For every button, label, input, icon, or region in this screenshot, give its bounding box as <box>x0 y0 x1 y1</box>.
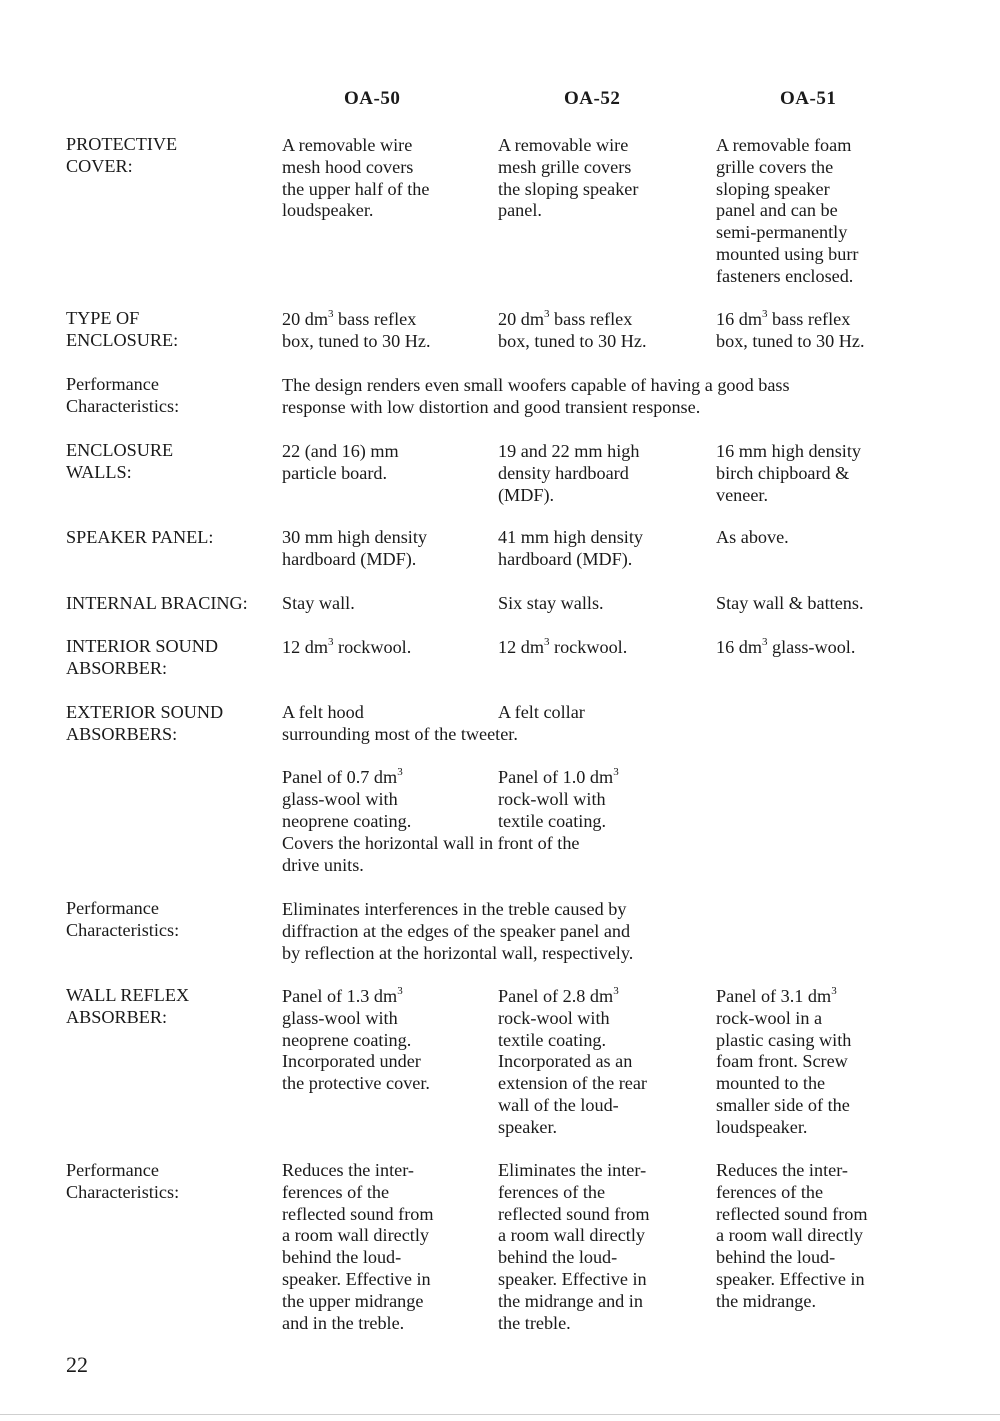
cell-enclosure-type-oa51 <box>716 309 865 353</box>
volume-value: 20 dm <box>282 309 328 329</box>
cell-wall-reflex-oa50 <box>282 986 430 1095</box>
cell-enclosure-walls-oa51: 16 mm high density birch chipboard & veneer. <box>716 441 861 505</box>
cell-exterior-panel-oa50 <box>282 767 411 832</box>
superscript: 3 <box>613 984 619 997</box>
panel-description: rock-woll with textile coating. <box>498 788 607 831</box>
column-header-oa50: OA-50 <box>344 88 401 109</box>
enclosure-description: bass reflex box, tuned to 30 Hz. <box>716 309 865 351</box>
row-label-enclosure-walls: ENCLOSURE WALLS: <box>66 440 174 482</box>
row-label-protective-cover: PROTECTIVE COVER: <box>66 134 178 176</box>
row-label-wall-reflex: WALL REFLEX ABSORBER: <box>66 985 190 1027</box>
cell-wall-reflex-performance-oa51: Reduces the inter- ferences of the reflected sound from a room wall directly behind the loud- speaker. Effective in the midrange. <box>716 1160 868 1311</box>
cell-enclosure-walls-oa50: 22 (and 16) mm particle board. <box>282 441 399 483</box>
cell-interior-absorber-oa50 <box>282 637 411 659</box>
volume-value: Panel of 1.3 dm <box>282 986 398 1006</box>
enclosure-description: bass reflex box, tuned to 30 Hz. <box>498 309 647 351</box>
row-label-speaker-panel: SPEAKER PANEL: <box>66 527 214 547</box>
row-label-enclosure-type: TYPE OF ENCLOSURE: <box>66 308 179 350</box>
volume-value: 16 dm <box>716 309 762 329</box>
cell-enclosure-performance: The design renders even small woofers capable of having a good bass response with low distortion and good transient response. <box>282 375 790 417</box>
cell-enclosure-type-oa52 <box>498 309 647 353</box>
cell-protective-cover-oa52: A removable wire mesh grille covers the sloping speaker panel. <box>498 135 639 221</box>
volume-value: 20 dm <box>498 309 544 329</box>
volume-value: Panel of 2.8 dm <box>498 986 614 1006</box>
column-header-oa52: OA-52 <box>564 88 621 109</box>
superscript: 3 <box>327 635 334 648</box>
cell-internal-bracing-oa51: Stay wall & battens. <box>716 593 864 613</box>
cell-exterior-performance: Eliminates interferences in the treble caused by diffraction at the edges of the speaker panel and by reflection at the horizontal wall, respectively. <box>282 899 634 963</box>
row-label-wall-reflex-performance: Performance Characteristics: <box>66 1160 180 1202</box>
superscript: 3 <box>831 984 837 997</box>
cell-wall-reflex-performance-oa52: Eliminates the inter- ferences of the reflected sound from a room wall directly behind the loud- speaker. Effective in the midrange and in the treble. <box>498 1160 650 1333</box>
volume-value: Panel of 1.0 dm <box>498 767 614 787</box>
superscript: 3 <box>761 635 768 648</box>
row-label-exterior-performance: Performance Characteristics: <box>66 898 180 940</box>
cell-wall-reflex-oa51 <box>716 986 851 1139</box>
column-header-oa51: OA-51 <box>780 88 837 109</box>
volume-value: 16 dm <box>716 637 762 657</box>
cell-speaker-panel-oa51: As above. <box>716 527 789 547</box>
cell-interior-absorber-oa51 <box>716 637 855 659</box>
superscript: 3 <box>543 307 550 320</box>
panel-description: glass-wool with neoprene coating. <box>282 788 412 831</box>
cell-enclosure-walls-oa52: 19 and 22 mm high density hardboard (MDF). <box>498 441 640 505</box>
superscript: 3 <box>397 765 403 778</box>
panel-description: glass-wool with neoprene coating. Incorporated under the protective cover. <box>282 1007 430 1094</box>
volume-value: 12 dm <box>282 637 328 657</box>
page-number: 22 <box>66 1352 88 1377</box>
superscript: 3 <box>397 984 403 997</box>
cell-wall-reflex-oa52 <box>498 986 647 1139</box>
cell-enclosure-type-oa50 <box>282 309 431 353</box>
enclosure-description: bass reflex box, tuned to 30 Hz. <box>282 309 431 351</box>
cell-protective-cover-oa51: A removable foam grille covers the sloping speaker panel and can be semi-permanently mounted using burr fasteners enclosed. <box>716 135 859 286</box>
row-label-internal-bracing: INTERNAL BRACING: <box>66 593 248 613</box>
cell-exterior-tweeter-text: surrounding most of the tweeter. <box>282 724 518 744</box>
cell-speaker-panel-oa52: 41 mm high density hardboard (MDF). <box>498 527 643 569</box>
volume-value: Panel of 0.7 dm <box>282 767 398 787</box>
cell-internal-bracing-oa52: Six stay walls. <box>498 593 604 613</box>
superscript: 3 <box>613 765 619 778</box>
material: rockwool. <box>549 637 628 657</box>
material: rockwool. <box>333 637 412 657</box>
superscript: 3 <box>761 307 768 320</box>
cell-interior-absorber-oa52 <box>498 637 627 659</box>
row-label-exterior-absorbers: EXTERIOR SOUND ABSORBERS: <box>66 702 224 744</box>
superscript: 3 <box>327 307 334 320</box>
cell-exterior-hood-oa50: A felt hood <box>282 702 364 722</box>
material: glass-wool. <box>767 637 856 657</box>
row-label-interior-absorber: INTERIOR SOUND ABSORBER: <box>66 636 219 678</box>
row-label-enclosure-performance: Performance Characteristics: <box>66 374 180 416</box>
scan-edge-divider <box>0 1414 1000 1415</box>
cell-internal-bracing-oa50: Stay wall. <box>282 593 355 613</box>
cell-exterior-collar-oa52: A felt collar <box>498 702 585 722</box>
cell-exterior-covers-text: Covers the horizontal wall in front of the drive units. <box>282 833 580 875</box>
cell-protective-cover-oa50: A removable wire mesh hood covers the upper half of the loudspeaker. <box>282 135 430 221</box>
cell-speaker-panel-oa50: 30 mm high density hardboard (MDF). <box>282 527 427 569</box>
volume-value: 12 dm <box>498 637 544 657</box>
panel-description: rock-wool with textile coating. Incorporated as an extension of the rear wall of the loud- speaker. <box>498 1007 647 1137</box>
cell-wall-reflex-performance-oa50: Reduces the inter- ferences of the reflected sound from a room wall directly behind the loud- speaker. Effective in the upper midrange and in the treble. <box>282 1160 434 1333</box>
superscript: 3 <box>543 635 550 648</box>
cell-exterior-panel-oa52 <box>498 767 619 832</box>
volume-value: Panel of 3.1 dm <box>716 986 832 1006</box>
panel-description: rock-wool in a plastic casing with foam front. Screw mounted to the smaller side of the loudspeaker. <box>716 1007 852 1137</box>
